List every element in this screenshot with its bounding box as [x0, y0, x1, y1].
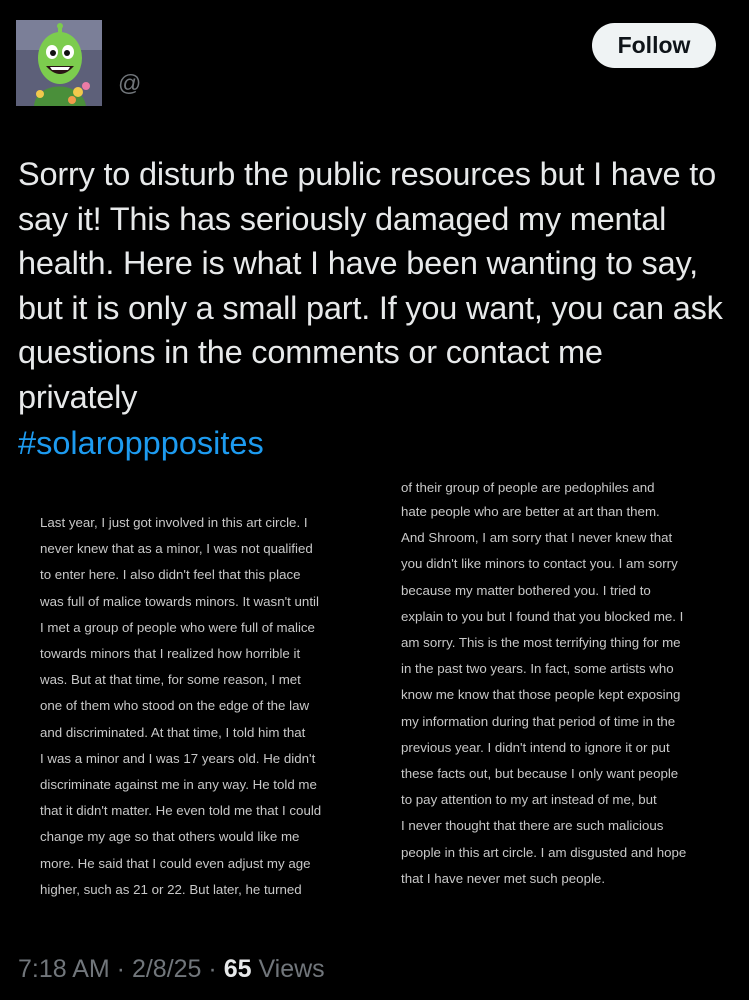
avatar[interactable] [16, 20, 102, 106]
image-text-line: I never thought that there are such malicious [401, 818, 664, 834]
cartoon-character-avatar-icon [16, 20, 102, 106]
image-text-cut-line: of their group of people are pedophiles and [401, 480, 655, 495]
image-text-line: I was a minor and I was 17 years old. He didn't [40, 750, 316, 766]
image-text-line: was full of malice towards minors. It wasn't until [40, 593, 319, 609]
image-text-line: previous year. I didn't intend to ignore it or put [401, 739, 670, 755]
image-text-line: higher, such as 21 or 22. But later, he turned [40, 881, 302, 897]
image-text-line: these facts out, but because I only want people [401, 766, 679, 782]
image-text-line: people in this art circle. I am disgusted and hope [401, 844, 687, 860]
image-text-line: am sorry. This is the most terrifying thing for me [401, 635, 681, 651]
image-text-line: know me know that those people kept exposing [401, 687, 681, 703]
image-text-line: you didn't like minors to contact you. I am sorry [401, 556, 678, 572]
image-text-left-column [40, 510, 360, 903]
user-handle[interactable]: @ [118, 70, 142, 96]
image-text-line: because my matter bothered you. I tried to [401, 582, 651, 598]
image-text-line: to pay attention to my art instead of me, but [401, 792, 657, 808]
image-text-line: that it didn't matter. He even told me that I could [40, 803, 322, 819]
image-text-line: And Shroom, I am sorry that I never knew that [401, 530, 673, 546]
views-count: 65 [223, 955, 252, 983]
image-text-line: my information during that period of time in the [401, 713, 676, 729]
meta-separator: · [201, 955, 224, 983]
image-text-line: to enter here. I also didn't feel that this place [40, 567, 301, 583]
image-text-line: was. But at that time, for some reason, I met [40, 672, 301, 688]
image-text-line: discriminate against me in any way. He told me [40, 777, 317, 793]
post-time[interactable]: 7:18 AM [18, 955, 110, 983]
post-text: Sorry to disturb the public resources but I have to say it! This has seriously damaged my mental health. Here is what I have been wanting to say, but it is only a small part. If you want, you can ask questions in the comments or contact me privately [18, 156, 723, 415]
hashtag-link[interactable]: #solaroppposites [18, 425, 264, 461]
image-text-line: more. He said that I could even adjust my age [40, 855, 311, 871]
attached-image[interactable] [18, 480, 730, 928]
image-text-line: that I have never met such people. [401, 870, 606, 886]
image-text-line: and discriminated. At that time, I told him that [40, 724, 306, 740]
image-text-line: towards minors that I realized how horrible it [40, 646, 301, 662]
image-text-line: in the past two years. In fact, some artists who [401, 661, 674, 677]
image-text-line: I met a group of people who were full of malice [40, 619, 315, 635]
image-text-line: one of them who stood on the edge of the law [40, 698, 310, 714]
image-text-line: never knew that as a minor, I was not qualified [40, 541, 313, 557]
image-text-right-column [401, 480, 731, 892]
post-date[interactable]: 2/8/25 [131, 955, 202, 983]
views-label: Views [251, 955, 325, 983]
meta-separator: · [109, 955, 132, 983]
image-text-line: hate people who are better at art than them. [401, 504, 660, 519]
follow-button[interactable]: Follow [592, 23, 716, 68]
image-text-line: Last year, I just got involved in this art circle. I [40, 515, 308, 530]
image-text-line: change my age so that others would like me [40, 829, 300, 845]
image-text-line: explain to you but I found that you blocked me. I [401, 608, 684, 624]
post-metadata [18, 955, 325, 984]
